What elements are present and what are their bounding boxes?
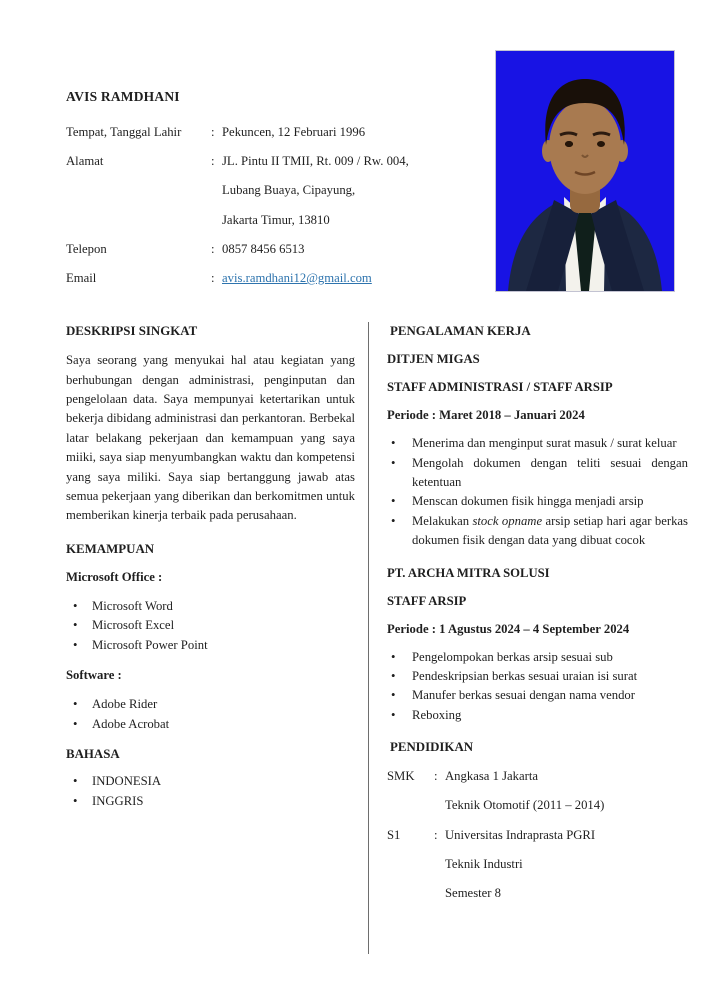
education-details	[445, 821, 595, 909]
job-company: DITJEN MIGAS	[387, 352, 480, 367]
section-kemampuan	[66, 540, 355, 734]
contact-value-line: JL. Pintu II TMII, Rt. 009 / Rw. 004,	[222, 154, 409, 169]
list-item: • Microsoft Excel	[66, 616, 355, 635]
profile-photo	[495, 50, 675, 292]
pendidikan-title: PENDIDIKAN	[390, 740, 474, 755]
education-detail-line: Angkasa 1 Jakarta	[445, 769, 539, 784]
contact-field-label: Alamat	[66, 154, 104, 169]
job-period: Periode : 1 Agustus 2024 – 4 September 2024	[387, 621, 630, 636]
education-level: SMK	[387, 769, 415, 784]
right-eye	[597, 141, 605, 147]
education-entries	[387, 762, 688, 908]
education-colon: :	[434, 769, 438, 784]
deskripsi-title: DESKRIPSI SINGKAT	[66, 324, 198, 339]
email-link[interactable]: avis.ramdhani12@gmail.com	[222, 271, 372, 286]
contact-field-row	[66, 147, 495, 235]
education-entry	[387, 821, 688, 909]
list-item: • Pendeskripsian berkas sesuai uraian isi surat	[387, 667, 688, 686]
contact-fields	[66, 118, 495, 293]
face-shape	[549, 100, 621, 194]
contact-field-label: Tempat, Tanggal Lahir	[66, 125, 182, 139]
job-duties-list	[387, 434, 688, 550]
contact-field-colon: :	[211, 241, 215, 256]
skill-groups	[66, 568, 355, 734]
education-detail-line: Teknik Otomotif (2011 – 2014)	[445, 798, 605, 813]
contact-field-row	[66, 118, 495, 147]
list-item: • Adobe Acrobat	[66, 715, 355, 734]
education-level: S1	[387, 827, 401, 842]
education-details	[445, 762, 604, 820]
list-item: • INGGRIS	[66, 791, 355, 811]
contact-field-colon: :	[211, 125, 215, 139]
contact-value-line: Lubang Buaya, Cipayung,	[222, 183, 356, 198]
list-item: • Melakukan stock opname arsip setiap hari agar berkas dokumen fisik dengan data yang dibuat cocok	[387, 512, 688, 551]
job-period: Periode : Maret 2018 – Januari 2024	[387, 408, 585, 423]
skill-group-title: Microsoft Office :	[66, 569, 163, 584]
list-item: • Mengolah dokumen dengan teliti sesuai dengan ketentuan	[387, 454, 688, 493]
job-duties-list	[387, 648, 688, 726]
kemampuan-title: KEMAMPUAN	[66, 541, 155, 556]
list-item: • Microsoft Word	[66, 597, 355, 616]
contact-field-row	[66, 235, 495, 264]
contact-field-label: Email	[66, 271, 97, 286]
list-item: • Adobe Rider	[66, 695, 355, 714]
bahasa-title: BAHASA	[66, 746, 120, 761]
contact-value-line: Jakarta Timur, 13810	[222, 212, 330, 227]
job-entry	[387, 350, 688, 550]
education-detail-line: Semester 8	[445, 886, 502, 901]
contact-field-colon: :	[211, 271, 215, 286]
contact-field-colon: :	[211, 154, 215, 169]
job-role: STAFF ADMINISTRASI / STAFF ARSIP	[387, 380, 613, 395]
deskripsi-body: Saya seorang yang menyukai hal atau kegiatan yang berhubungan dengan administrasi, penginputan dan pengelolaan data. Saya mempunyai ketertarikan untuk bekerja dibidang administrasi dan perkantoran. Berbekal latar belakang pekerjaan dan kemampuan yang saya miiki, saya siap menyumbangkan waktu dan kompetensi yang saya miliki. Saya siap bertanggung jawab atas semua pekerjaan yang diberikan dan berkomitmen untuk memberikan kinerja terbaik pada perusahaan.	[66, 353, 355, 523]
list-item: • Reboxing	[387, 706, 688, 725]
job-role: STAFF ARSIP	[387, 593, 467, 608]
section-pendidikan	[387, 738, 688, 908]
job-entry	[387, 564, 688, 726]
language-list	[66, 771, 355, 811]
education-detail-line: Universitas Indraprasta PGRI	[445, 827, 596, 842]
education-entry	[387, 762, 688, 820]
list-item: • INDONESIA	[66, 771, 355, 791]
contact-field-label: Telepon	[66, 241, 107, 256]
skill-group-title: Software :	[66, 668, 122, 683]
header-section	[0, 50, 707, 293]
skill-list	[66, 695, 355, 734]
section-pengalaman-kerja	[387, 322, 688, 725]
list-item: • Pengelompokan berkas arsip sesuai sub	[387, 648, 688, 667]
job-entries	[387, 350, 688, 725]
contact-value-line: Pekuncen, 12 Februari 1996	[222, 125, 366, 139]
skill-list	[66, 597, 355, 655]
right-column	[368, 322, 688, 954]
list-item: • Microsoft Power Point	[66, 636, 355, 655]
body-columns	[0, 322, 707, 984]
id-photo-illustration	[496, 51, 674, 291]
education-colon: :	[434, 827, 438, 842]
pengalaman-title: PENGALAMAN KERJA	[390, 324, 531, 339]
contact-field-row	[66, 264, 495, 293]
education-detail-line: Teknik Industri	[445, 856, 523, 871]
contact-field-value	[222, 147, 409, 235]
person-name: AVIS RAMDHANI	[66, 89, 180, 104]
contact-info	[66, 50, 495, 293]
contact-field-value	[222, 118, 365, 147]
section-deskripsi-singkat	[66, 322, 355, 526]
job-company: PT. ARCHA MITRA SOLUSI	[387, 565, 550, 580]
section-bahasa	[66, 745, 355, 811]
contact-value-line: 0857 8456 6513	[222, 241, 305, 256]
list-item: • Manufer berkas sesuai dengan nama vendor	[387, 686, 688, 705]
contact-field-value	[222, 264, 372, 293]
list-item: • Menerima dan menginput surat masuk / surat keluar	[387, 434, 688, 453]
list-item: • Menscan dokumen fisik hingga menjadi arsip	[387, 492, 688, 511]
left-eye	[565, 141, 573, 147]
left-column	[66, 322, 368, 954]
contact-field-value	[222, 235, 304, 264]
